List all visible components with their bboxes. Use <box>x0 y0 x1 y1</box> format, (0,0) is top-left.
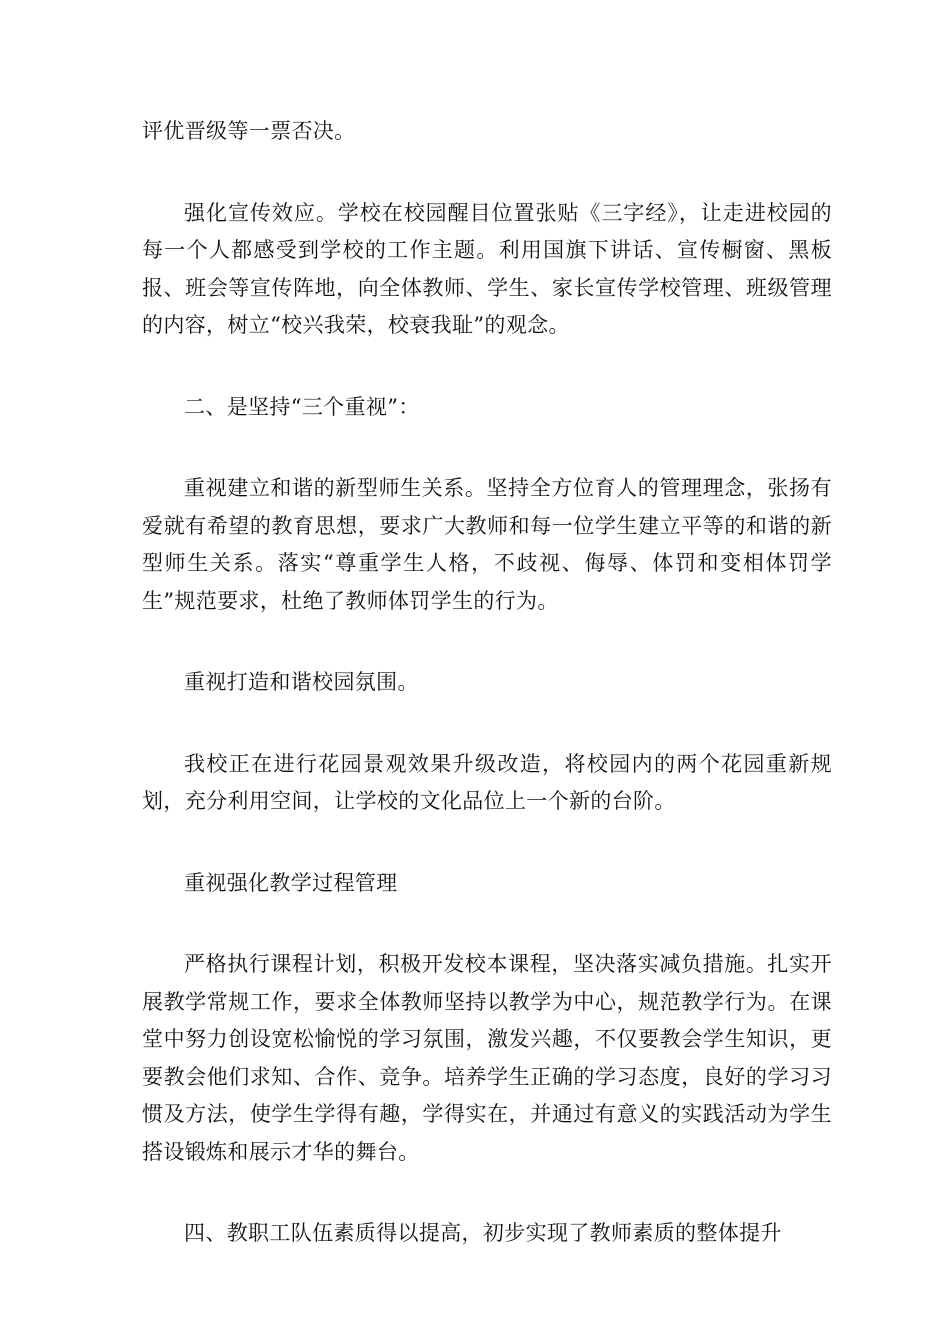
paragraph-garden-renovation: 我校正在进行花园景观效果升级改造，将校园内的两个花园重新规划，充分利用空间，让学校的文化品位上一个新的台阶。 <box>142 751 832 813</box>
paragraph-curriculum: 严格执行课程计划，积极开发校本课程，坚决落实减负措施。扎实开展教学常规工作，要求全体教师坚持以教学为中心，规范教学行为。在课堂中努力创设宽松愉悦的学习氛围，激发兴趣，不仅要教会学生知识，更要教会他们求知、合作、竞争。培养学生正确的学习态度，良好的学习习惯及方法，使学生学得有趣，学得实在，并通过有意义的实践活动为学生搭设锻炼和展示才华的舞台。 <box>142 952 832 1164</box>
section-heading-staff-quality: 四、教职工队伍素质得以提高，初步实现了教师素质的整体提升 <box>184 1221 782 1245</box>
paragraph-publicity: 强化宣传效应。学校在校园醒目位置张贴《三字经》，让走进校园的每一个人都感受到学校的工作主题。利用国旗下讲话、宣传橱窗、黑板报、班会等宣传阵地，向全体教师、学生、家长宣传学校管理、班级管理的内容，树立“校兴我荣，校衰我耻”的观念。 <box>142 200 832 337</box>
section-heading-three-emphases: 二、是坚持“三个重视”： <box>184 394 420 419</box>
document-page <box>142 113 832 1297</box>
subheading-campus-atmosphere: 重视打造和谐校园氛围。 <box>184 670 419 694</box>
subheading-teaching-management: 重视强化教学过程管理 <box>184 870 398 895</box>
paragraph-teacher-student-relations: 重视建立和谐的新型师生关系。坚持全方位育人的管理理念，张扬有爱就有希望的教育思想，要求广大教师和每一位学生建立平等的和谐的新型师生关系。落实“尊重学生人格，不歧视、侮辱、体罚和变相体罚学生”规范要求，杜绝了教师体罚学生的行为。 <box>142 476 832 613</box>
paragraph-continuation: 评优晋级等一票否决。 <box>142 119 356 143</box>
